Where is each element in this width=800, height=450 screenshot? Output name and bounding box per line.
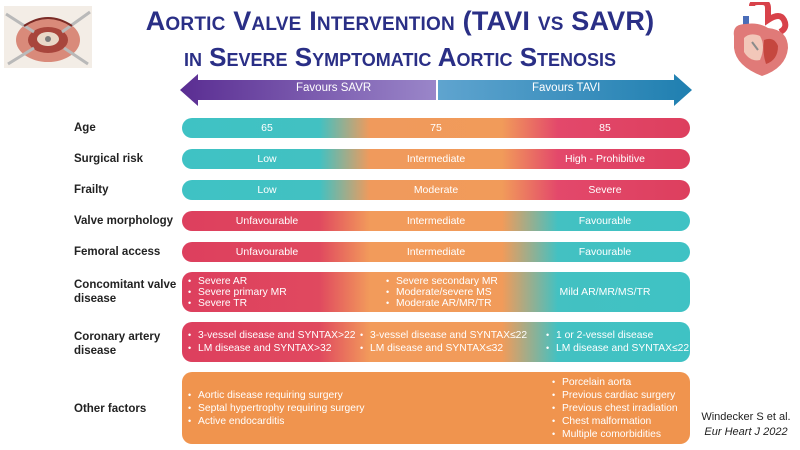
heart-anatomy-illustration: [722, 2, 796, 78]
age-cell-middle: 75: [430, 122, 442, 134]
femoral-access-cell-savr: Unfavourable: [235, 246, 299, 258]
frailty-cell-tavi: Severe: [588, 184, 622, 196]
femoral-access-cell-tavi: Favourable: [578, 246, 632, 258]
concomitant-valve-disease-bar: [182, 272, 690, 312]
coronary-cell-tavi: [546, 322, 690, 362]
row-label-coronary-artery-disease: Coronary artery disease: [74, 331, 161, 357]
list-item: • Previous cardiac surgery: [552, 389, 678, 402]
age-bar: [182, 118, 690, 138]
valve-morphology-cell-tavi: Favourable: [578, 215, 632, 227]
list-item: • Multiple comorbidities: [552, 428, 678, 441]
list-item: • Severe AR: [188, 276, 287, 287]
femoral-access-cell-middle: Intermediate: [406, 246, 466, 258]
list-item: • Severe primary MR: [188, 287, 287, 298]
femoral-access-bar: [182, 242, 690, 262]
other-factors-cell-savr: [182, 372, 448, 444]
row-label-surgical-risk: Surgical risk: [74, 153, 144, 165]
list-item: • Moderate AR/MR/TR: [386, 298, 498, 309]
list-item: • 1 or 2-vessel disease: [546, 329, 689, 342]
other-factors-cell-tavi: [552, 372, 690, 444]
concomitant-valve-cell-savr: [182, 272, 358, 312]
list-item: • Chest malformation: [552, 415, 678, 428]
row-label-other-factors: Other factors: [74, 403, 147, 415]
coronary-cell-savr: [182, 322, 358, 362]
row-label-concomitant-valve-disease: Concomitant valve disease: [74, 279, 177, 305]
coronary-artery-disease-bar: [182, 322, 690, 362]
citation: [692, 410, 800, 440]
slide-title-line-2: in Severe Symptomatic Aortic Stenosis: [183, 42, 617, 72]
citation-journal: Eur Heart J 2022: [704, 426, 788, 438]
frailty-cell-middle: Moderate: [413, 184, 459, 196]
row-label-frailty: Frailty: [74, 184, 109, 196]
favours-savr-label: Favours SAVR: [296, 82, 372, 94]
list-item: • LM disease and SYNTAX≤32: [360, 342, 527, 355]
coronary-cell-middle: [360, 322, 528, 362]
surgical-risk-cell-middle: Intermediate: [406, 153, 466, 165]
row-label-valve-morphology: Valve morphology: [74, 215, 174, 227]
citation-authors: Windecker S et al.: [701, 411, 791, 423]
frailty-cell-savr: Low: [257, 184, 277, 196]
age-cell-savr: 65: [261, 122, 273, 134]
valve-morphology-cell-savr: Unfavourable: [235, 215, 299, 227]
list-item: • Septal hypertrophy requiring surgery: [188, 402, 365, 415]
list-item: • Active endocarditis: [188, 415, 365, 428]
surgical-risk-cell-tavi: High - Prohibitive: [565, 153, 645, 165]
list-item: • 3-vessel disease and SYNTAX≤22: [360, 329, 527, 342]
favours-tavi-label: Favours TAVI: [532, 82, 601, 94]
surgical-risk-cell-savr: Low: [257, 153, 277, 165]
surgical-aortic-valve-replacement-illustration: [4, 6, 92, 68]
concomitant-valve-cell-middle: [386, 272, 526, 312]
frailty-bar: [182, 180, 690, 200]
slide-title-line-1: Aortic Valve Intervention (TAVI vs SAVR): [145, 6, 655, 36]
row-label-femoral-access: Femoral access: [74, 246, 161, 258]
other-factors-bar: [182, 372, 690, 444]
list-item: • LM disease and SYNTAX≤22: [546, 342, 689, 355]
row-label-age: Age: [74, 122, 96, 134]
list-item: • Moderate/severe MS: [386, 287, 498, 298]
list-item: • LM disease and SYNTAX>32: [188, 342, 356, 355]
list-item: • Severe TR: [188, 298, 287, 309]
age-cell-tavi: 85: [599, 122, 611, 134]
list-item: • 3-vessel disease and SYNTAX>22: [188, 329, 356, 342]
concomitant-valve-cell-tavi: Mild AR/MR/MS/TR: [559, 286, 651, 298]
valve-morphology-bar: [182, 211, 690, 231]
list-item: • Aortic disease requiring surgery: [188, 389, 365, 402]
list-item: • Previous chest irradiation: [552, 402, 678, 415]
list-item: • Porcelain aorta: [552, 376, 678, 389]
valve-morphology-cell-middle: Intermediate: [406, 215, 466, 227]
surgical-risk-bar: [182, 149, 690, 169]
favours-double-arrow: [180, 74, 692, 106]
list-item: • Severe secondary MR: [386, 276, 498, 287]
